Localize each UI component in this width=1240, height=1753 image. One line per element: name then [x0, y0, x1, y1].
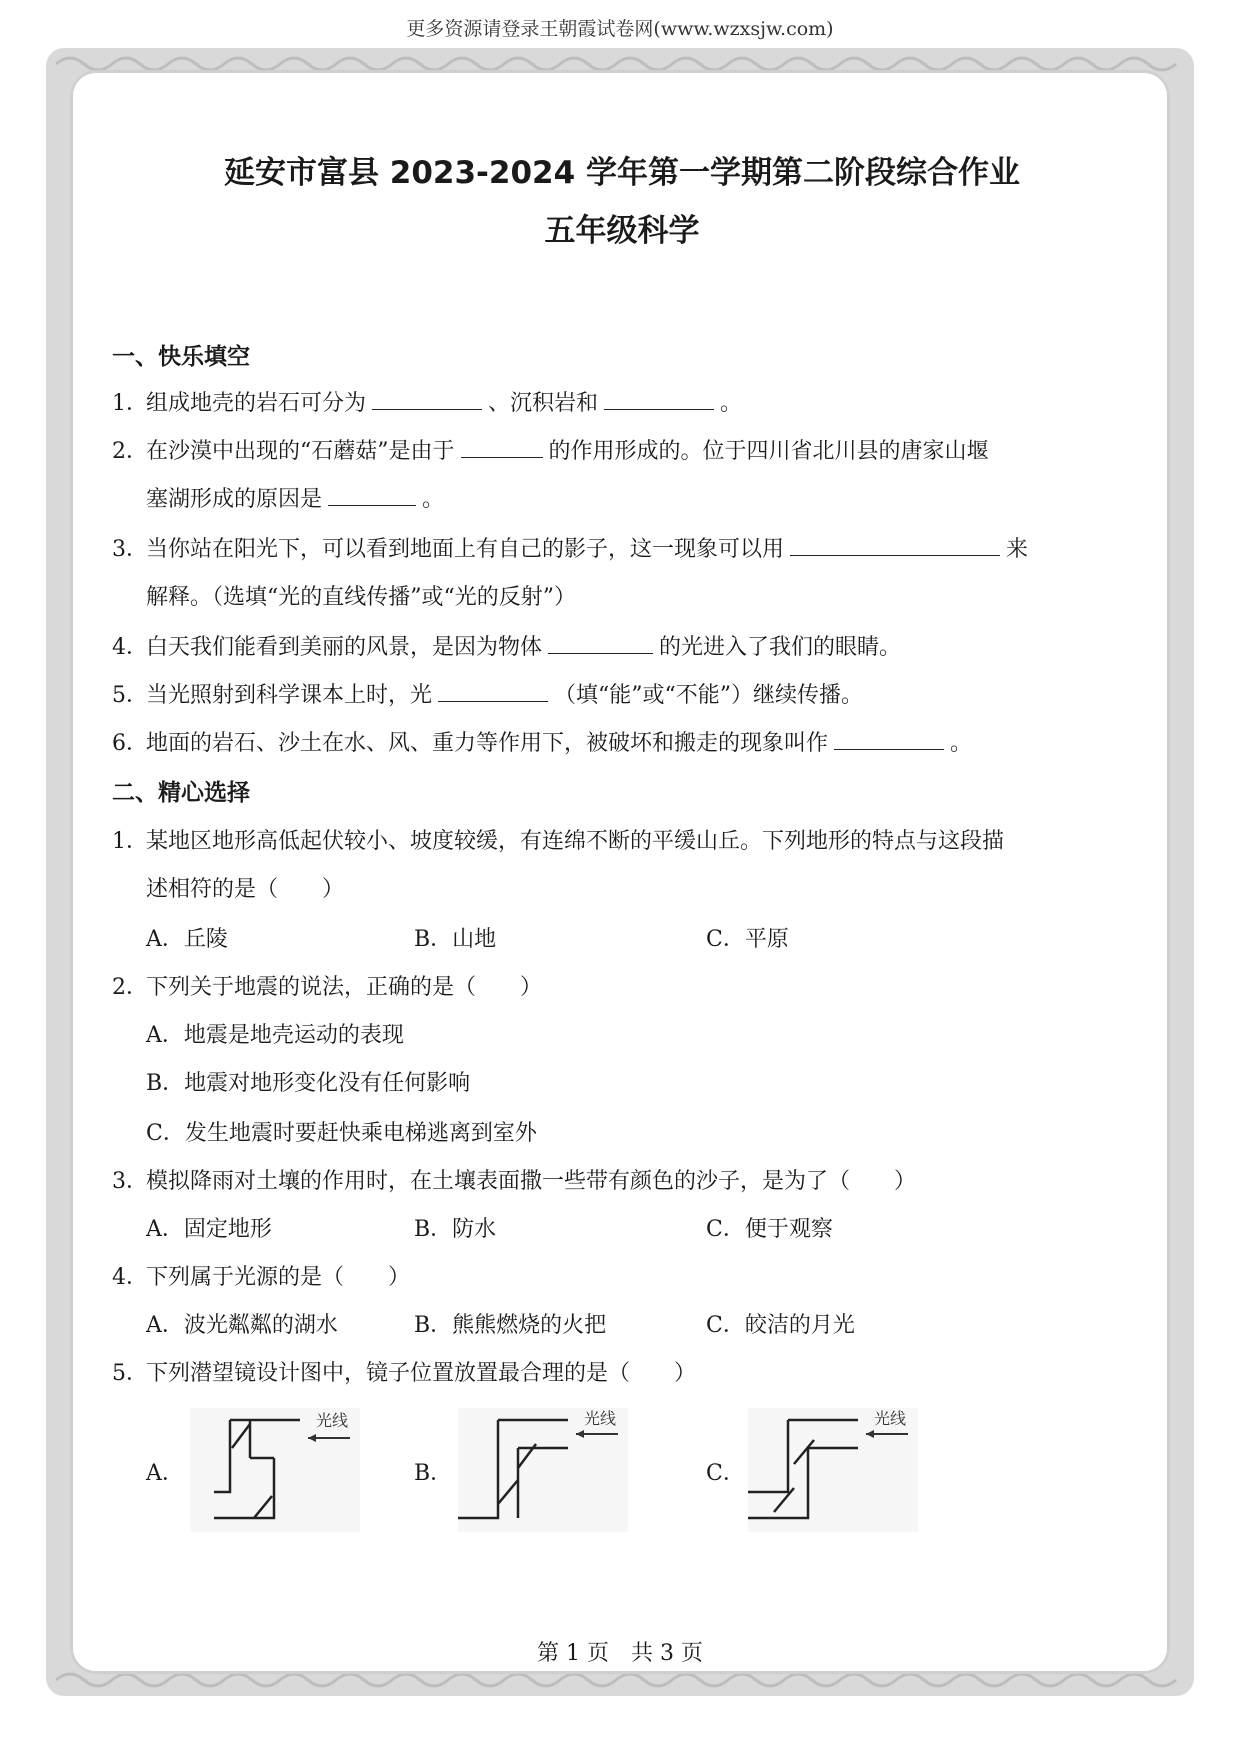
choice-1-option-b[interactable]: B．山地: [414, 927, 497, 952]
answer-blank[interactable]: [834, 727, 944, 750]
periscope-diagram-b[interactable]: [458, 1408, 628, 1532]
choice-3-option-c[interactable]: C．便于观察: [706, 1217, 833, 1242]
fill-question-3: 3．当你站在阳光下，可以看到地面上有自己的影子，这一现象可以用 来: [112, 532, 1028, 563]
light-label: 光线: [874, 1409, 907, 1428]
answer-blank[interactable]: [604, 387, 714, 410]
answer-blank[interactable]: [548, 631, 653, 654]
fill-question-3-cont: 解释。（选填“光的直线传播”或“光的反射”）: [146, 585, 576, 610]
choice-2-option-b[interactable]: B．地震对地形变化没有任何影响: [146, 1071, 471, 1096]
light-label: 光线: [316, 1411, 349, 1430]
answer-blank[interactable]: [328, 483, 416, 506]
document-subtitle: 五年级科学: [544, 213, 700, 249]
choice-3-option-b[interactable]: B．防水: [414, 1217, 497, 1242]
site-banner: 更多资源请登录王朝霞试卷网(www.wzxsjw.com): [406, 18, 834, 40]
choice-2-option-a[interactable]: A．地震是地壳运动的表现: [146, 1023, 404, 1048]
fill-question-2-cont: 塞湖形成的原因是 。: [146, 482, 444, 513]
fill-question-6: 6．地面的岩石、沙土在水、风、重力等作用下，被破坏和搬走的现象叫作 。: [112, 726, 972, 757]
fill-question-5: 5．当光照射到科学课本上时，光 （填“能”或“不能”）继续传播。: [112, 678, 863, 709]
answer-blank[interactable]: [372, 387, 482, 410]
fill-question-2: 2．在沙漠中出现的“石蘑菇”是由于 的作用形成的。位于四川省北川县的唐家山堰: [112, 434, 989, 465]
fill-question-4: 4．白天我们能看到美丽的风景，是因为物体 的光进入了我们的眼睛。: [112, 630, 901, 661]
answer-blank[interactable]: [790, 533, 1000, 556]
choice-1-option-c[interactable]: C．平原: [706, 927, 789, 952]
document-title: 延安市富县 2023-2024 学年第一学期第二阶段综合作业: [223, 155, 1020, 191]
choice-5-option-b[interactable]: B．: [414, 1461, 453, 1486]
answer-blank[interactable]: [438, 679, 548, 702]
periscope-diagram-c[interactable]: [748, 1408, 918, 1532]
choice-question-2: 2．下列关于地震的说法，正确的是（ ）: [112, 975, 543, 1000]
section-heading-fill-blank: 一、快乐填空: [112, 344, 250, 370]
choice-3-option-a[interactable]: A．固定地形: [146, 1217, 272, 1242]
document-body: [112, 140, 1132, 1486]
choice-5-option-a[interactable]: A．: [146, 1461, 184, 1486]
fill-question-1: 1．组成地壳的岩石可分为 、沉积岩和 。: [112, 386, 742, 417]
section-heading-choice: 二、精心选择: [112, 780, 250, 806]
choice-4-option-b[interactable]: B．熊熊燃烧的火把: [414, 1313, 607, 1338]
choice-question-5: 5．下列潜望镜设计图中，镜子位置放置最合理的是（ ）: [112, 1361, 697, 1386]
choice-question-3: 3．模拟降雨对土壤的作用时，在土壤表面撒一些带有颜色的沙子，是为了（ ）: [112, 1169, 917, 1194]
choice-1-option-a[interactable]: A．丘陵: [146, 927, 228, 952]
choice-5-option-c[interactable]: C．: [706, 1461, 745, 1486]
choice-4-option-c[interactable]: C．皎洁的月光: [706, 1313, 855, 1338]
choice-4-option-a[interactable]: A．波光粼粼的湖水: [146, 1313, 338, 1338]
choice-question-1: 1．某地区地形高低起伏较小、坡度较缓，有连绵不断的平缓山丘。下列地形的特点与这段描: [112, 829, 1005, 854]
choice-question-1-cont: 述相符的是（ ）: [146, 877, 345, 902]
answer-blank[interactable]: [461, 435, 543, 458]
light-label: 光线: [584, 1409, 617, 1428]
page-footer: 第 1 页 共 3 页: [537, 1641, 703, 1666]
periscope-diagram-a[interactable]: [190, 1408, 360, 1532]
choice-question-4: 4．下列属于光源的是（ ）: [112, 1265, 411, 1290]
choice-2-option-c[interactable]: C．发生地震时要赶快乘电梯逃离到室外: [146, 1121, 537, 1146]
